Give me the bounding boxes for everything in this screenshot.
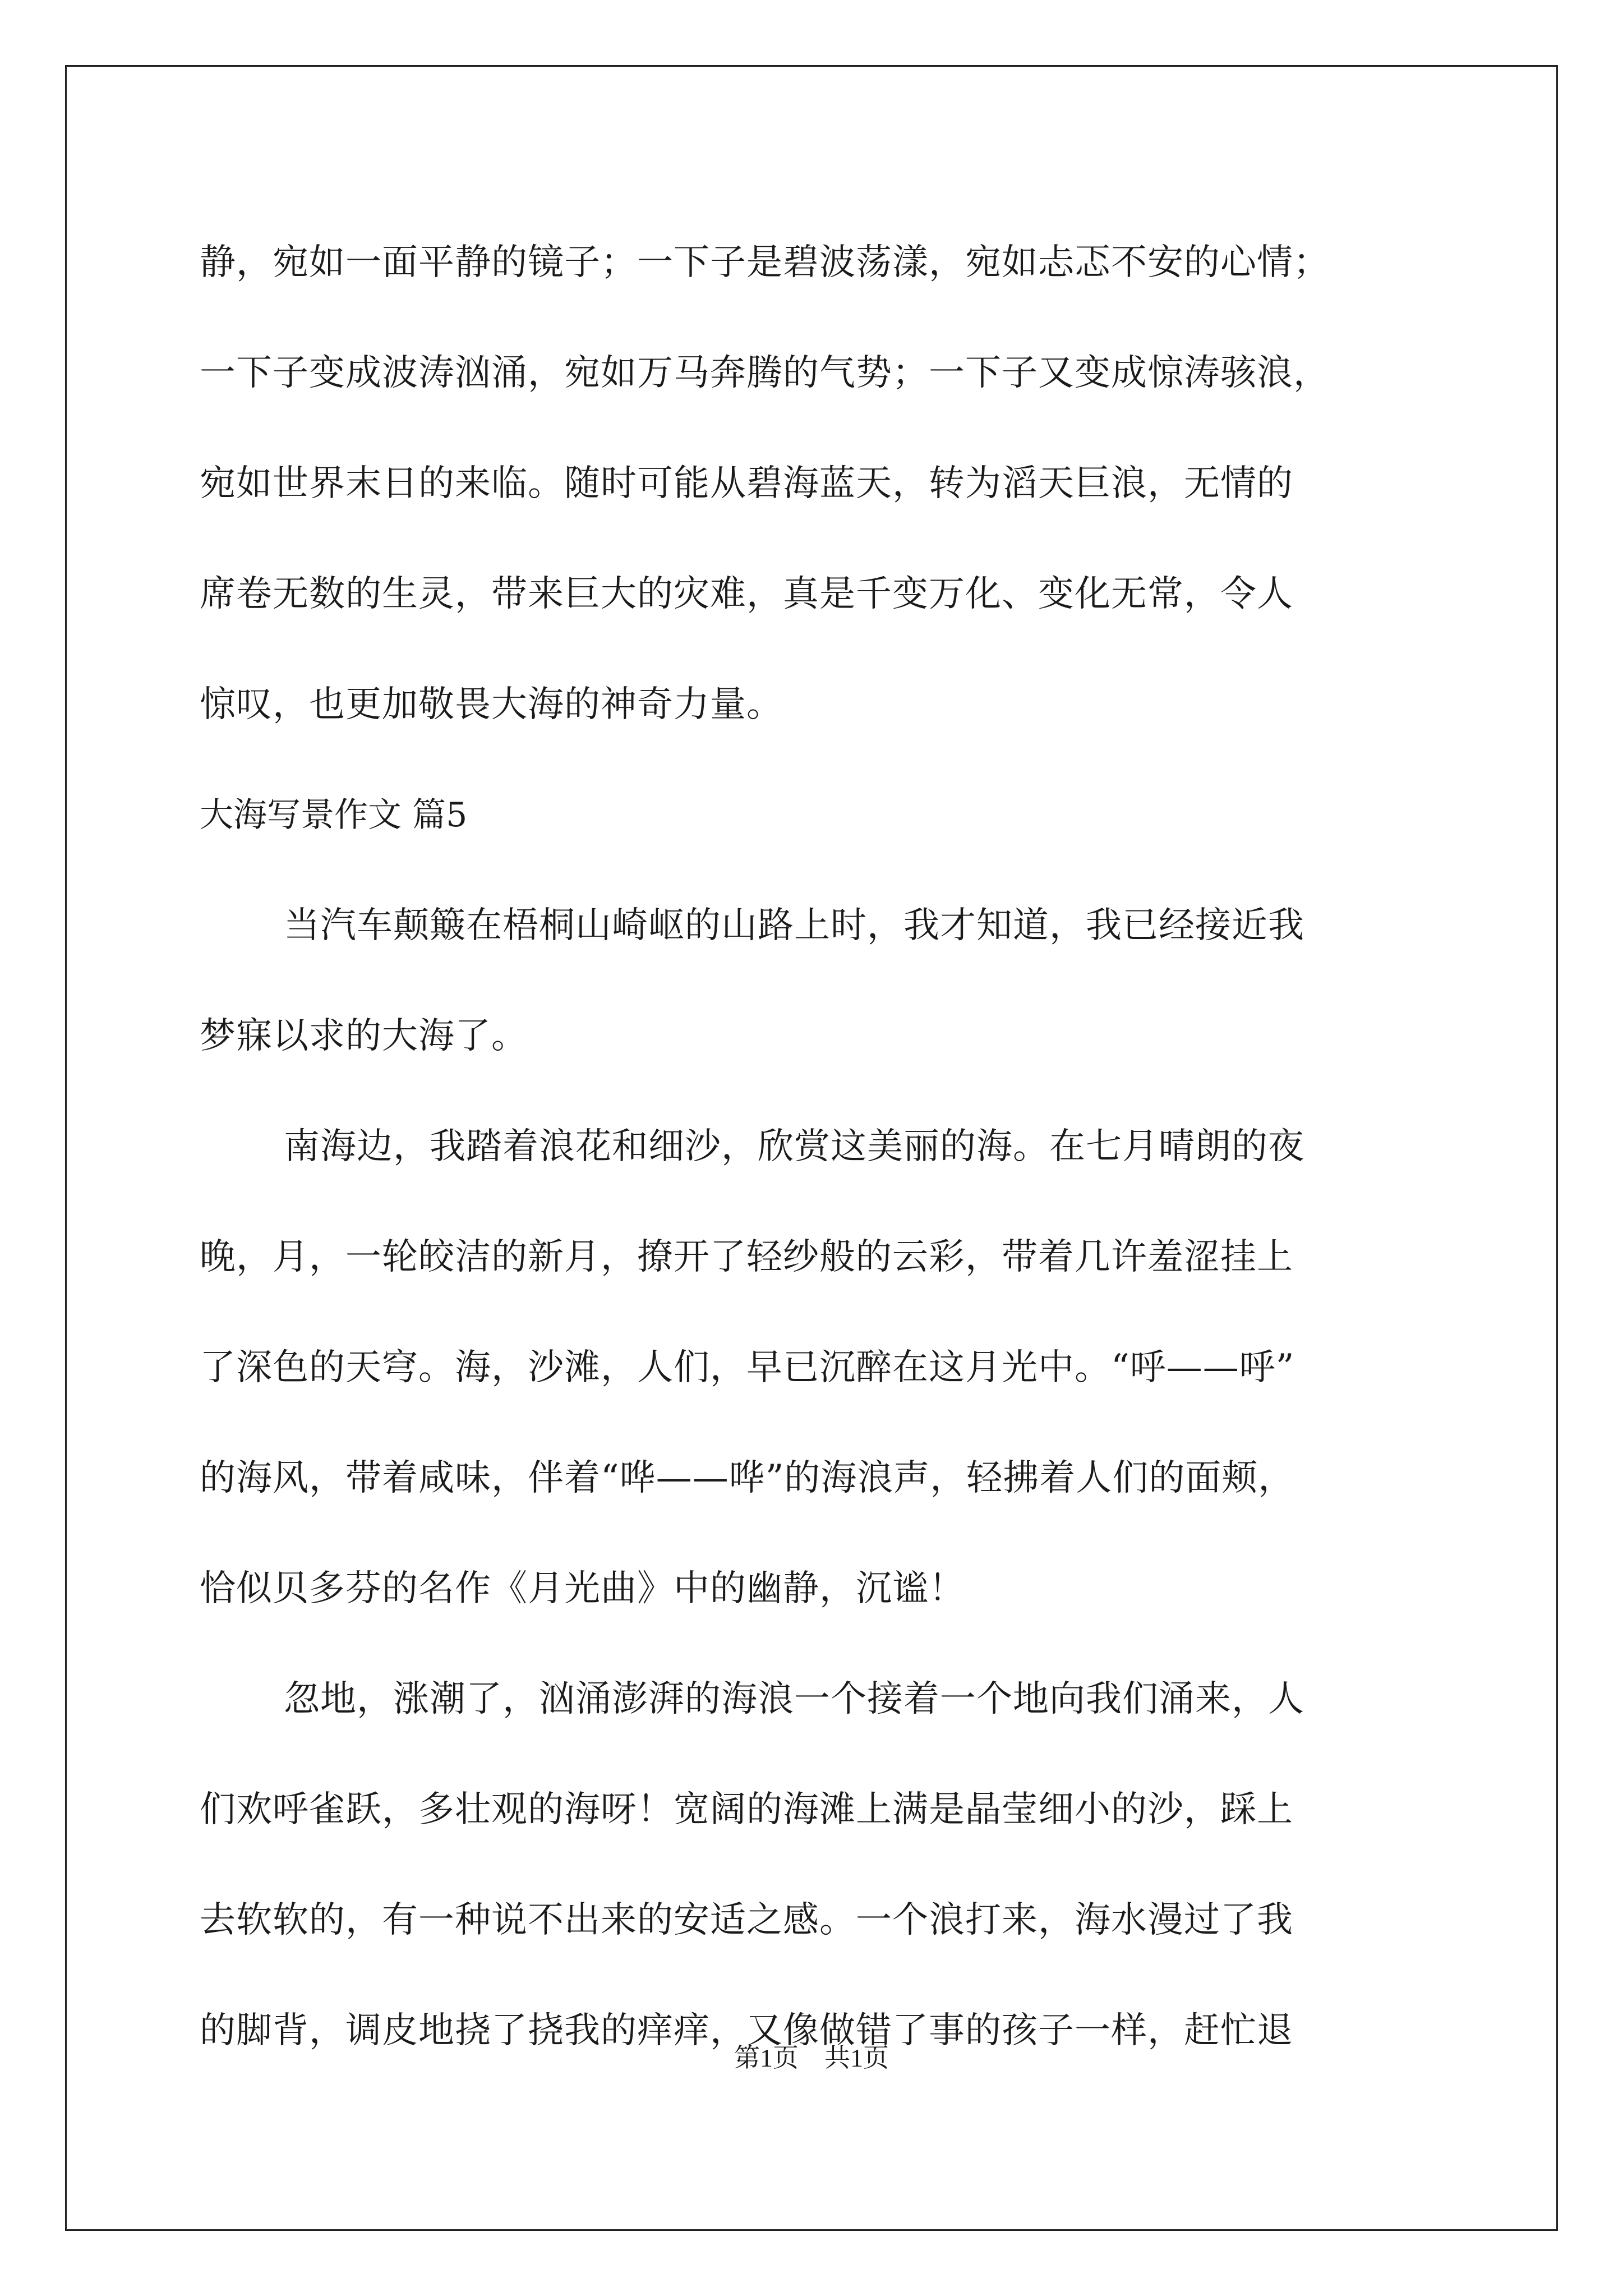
paragraph-first-line: 忽地，涨潮了，汹涌澎湃的海浪一个接着一个地向我们涌来，人	[284, 1678, 1304, 1720]
text-line: 了深色的天穹。海，沙滩，人们，早已沉醉在这月光中。“呼——呼”	[200, 1347, 1295, 1388]
section-heading: 大海写景作文 篇5	[200, 795, 468, 835]
text-line: 的海风，带着咸味，伴着“哗——哗”的海浪声，轻拂着人们的面颊，	[200, 1457, 1295, 1499]
text-line: 席卷无数的生灵，带来巨大的灾难，真是千变万化、变化无常，令人	[200, 573, 1293, 615]
text-line: 静，宛如一面平静的镜子；一下子是碧波荡漾，宛如忐忑不安的心情；	[200, 242, 1330, 283]
page-number-footer: 第1页 共1页	[734, 2044, 889, 2072]
text-line: 恰似贝多芬的名作《月光曲》中的幽静，沉谧！	[200, 1568, 965, 1609]
document-body	[200, 208, 1428, 2086]
paragraph-first-line: 南海边，我踏着浪花和细沙，欣赏这美丽的海。在七月晴朗的夜	[284, 1126, 1304, 1167]
text-line: 晚，月，一轮皎洁的新月，撩开了轻纱般的云彩，带着几许羞涩挂上	[200, 1236, 1293, 1278]
text-line: 的脚背，调皮地挠了挠我的痒痒，又像做错了事的孩子一样，赶忙退	[200, 2010, 1293, 2051]
text-line: 们欢呼雀跃，多壮观的海呀！宽阔的海滩上满是晶莹细小的沙，踩上	[200, 1789, 1293, 1830]
paragraph-first-line: 当汽车颠簸在梧桐山崎岖的山路上时，我才知道，我已经接近我	[284, 905, 1304, 946]
text-line: 一下子变成波涛汹涌，宛如万马奔腾的气势；一下子又变成惊涛骇浪，	[200, 352, 1330, 394]
text-line: 惊叹，也更加敬畏大海的神奇力量。	[200, 684, 783, 725]
text-line: 宛如世界末日的来临。随时可能从碧海蓝天，转为滔天巨浪，无情的	[200, 463, 1293, 504]
text-line: 去软软的，有一种说不出来的安适之感。一个浪打来，海水漫过了我	[200, 1899, 1293, 1941]
text-line: 梦寐以求的大海了。	[200, 1015, 528, 1057]
